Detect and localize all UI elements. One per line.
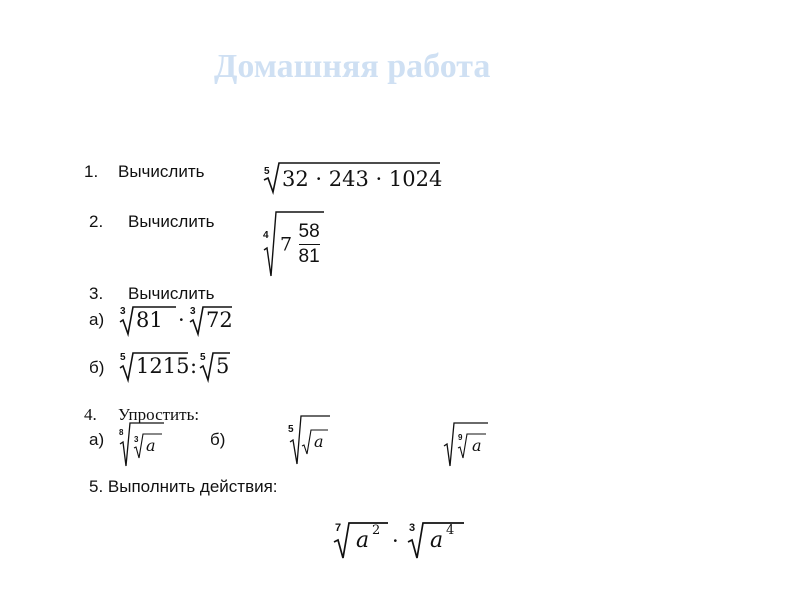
task-5-label: 5. Выполнить действия: [89, 477, 278, 496]
task-3a-expression [118, 304, 238, 336]
task-3a-marker: а) [89, 310, 105, 329]
task-4-label: Упростить: [118, 405, 200, 424]
task-5-expression [332, 520, 472, 560]
task-2-denominator: 81 [298, 246, 320, 267]
task-2-label: Вычислить [128, 212, 215, 231]
task-3a-root1-index: 3 [120, 306, 126, 317]
task-3b-operator: : [190, 354, 198, 378]
task-4b-outer-index: 5 [288, 424, 294, 435]
task-5-exp1: 2 [372, 523, 381, 538]
task-1-expression [262, 160, 442, 196]
task-3b-radicand1: 1215 [136, 354, 190, 378]
task-3b-root1-index: 5 [120, 352, 126, 363]
task-5-operator: · [392, 529, 399, 553]
task-4a-outer-index: 8 [119, 428, 124, 437]
task-4a-variable: a [146, 436, 156, 455]
task-3a-root2-index: 3 [190, 306, 196, 317]
task-2-numerator: 58 [299, 220, 320, 245]
task-3-number: 3. [89, 284, 104, 303]
task-5-root1-index: 7 [335, 522, 342, 534]
task-2-fraction [299, 220, 320, 269]
task-2-root-index: 4 [263, 230, 269, 241]
task-1-label: Вычислить [118, 162, 205, 181]
task-4c-outer-index: 9 [458, 433, 463, 442]
task-4b-variable: a [314, 432, 324, 451]
task-5-exp2: 4 [446, 523, 455, 538]
task-4-number: 4. [84, 405, 97, 424]
task-1-radicand: 32 · 243 · 1024 [282, 167, 443, 191]
task-5-root2-index: 3 [409, 522, 416, 534]
task-3a-radicand1: 81 [136, 308, 163, 332]
task-2-whole-part: 7 [280, 233, 293, 256]
task-4c-variable: a [472, 436, 482, 455]
task-5-base1: a [356, 528, 370, 553]
task-3b-expression [118, 350, 238, 382]
page-title: Домашняя работа [214, 48, 491, 85]
radical-sign-icon [288, 412, 334, 466]
task-3a-radicand2: 72 [206, 308, 233, 332]
radical-sign-icon [118, 420, 168, 470]
task-3b-root2-index: 5 [200, 352, 206, 363]
task-2-number: 2. [89, 212, 104, 231]
task-3-label: Вычислить [128, 284, 215, 303]
task-3b-radicand2: 5 [216, 354, 230, 378]
task-1-root-index: 5 [264, 166, 270, 177]
task-4b-marker: б) [210, 430, 226, 449]
task-2-expression [262, 208, 332, 278]
task-3b-marker: б) [89, 358, 105, 377]
radical-sign-icon [442, 420, 492, 470]
task-4c-expression [442, 420, 492, 470]
task-3a-operator: · [178, 308, 185, 332]
task-4b-expression [288, 412, 334, 466]
task-4a-marker: а) [89, 430, 105, 449]
task-5-base2: a [430, 528, 444, 553]
task-1-number: 1. [84, 162, 99, 181]
task-4a-inner-index: 3 [134, 435, 139, 444]
task-4a-expression [118, 420, 168, 470]
